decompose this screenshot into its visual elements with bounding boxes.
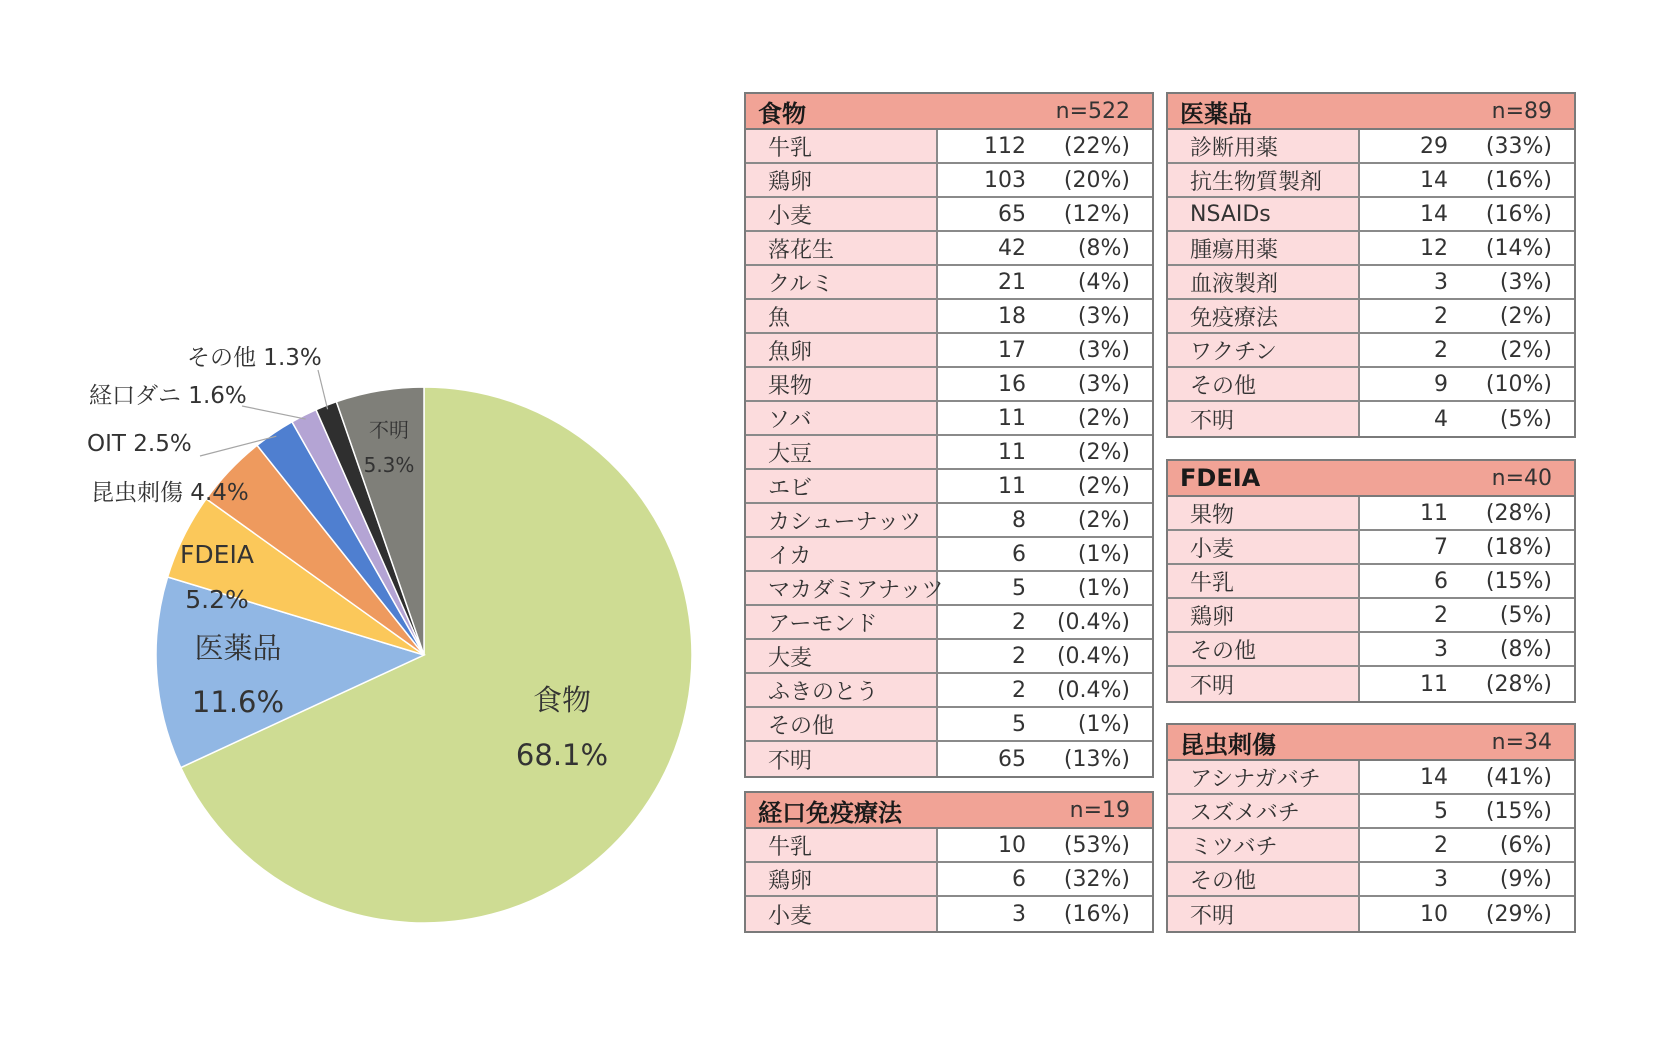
row-label: 診断用薬 bbox=[1168, 130, 1360, 162]
table-row bbox=[1168, 897, 1574, 931]
row-label: 牛乳 bbox=[1168, 565, 1360, 597]
row-label: 牛乳 bbox=[746, 130, 938, 162]
row-label: NSAIDs bbox=[1168, 198, 1360, 230]
row-label: ワクチン bbox=[1168, 334, 1360, 366]
table-row bbox=[1168, 863, 1574, 897]
table-food bbox=[744, 92, 1154, 778]
row-count: 2 bbox=[1434, 337, 1448, 363]
row-value bbox=[938, 708, 1152, 740]
row-percent: (3%) bbox=[1077, 371, 1130, 397]
row-percent: (0.4%) bbox=[1056, 609, 1130, 635]
table-row bbox=[1168, 667, 1574, 701]
row-count: 7 bbox=[1434, 534, 1448, 560]
row-label: 不明 bbox=[1168, 667, 1360, 701]
row-label: ふきのとう bbox=[746, 674, 938, 706]
table-fdeia-title: FDEIA bbox=[1180, 464, 1261, 492]
table-oral-immunotherapy-n: n=19 bbox=[1069, 797, 1130, 823]
pie-data-label: 5.3% bbox=[363, 453, 415, 477]
row-count: 29 bbox=[1420, 133, 1448, 159]
table-drugs-n: n=89 bbox=[1491, 98, 1552, 124]
row-value bbox=[1360, 863, 1574, 895]
row-label: その他 bbox=[1168, 368, 1360, 400]
table-insect-sting-header bbox=[1168, 725, 1574, 761]
pie-leader-line bbox=[318, 370, 328, 409]
row-value bbox=[1360, 198, 1574, 230]
row-percent: (1%) bbox=[1077, 541, 1130, 567]
row-label: マカダミアナッツ bbox=[746, 572, 938, 604]
row-count: 16 bbox=[998, 371, 1026, 397]
row-value bbox=[1360, 497, 1574, 529]
row-count: 9 bbox=[1434, 371, 1448, 397]
row-label: アーモンド bbox=[746, 606, 938, 638]
row-value bbox=[938, 897, 1152, 931]
row-value bbox=[938, 504, 1152, 536]
row-percent: (2%) bbox=[1077, 439, 1130, 465]
row-value bbox=[938, 470, 1152, 502]
row-percent: (9%) bbox=[1499, 866, 1552, 892]
row-value bbox=[1360, 164, 1574, 196]
row-label: 果物 bbox=[1168, 497, 1360, 529]
table-row bbox=[1168, 300, 1574, 334]
row-percent: (13%) bbox=[1063, 746, 1130, 772]
row-count: 5 bbox=[1434, 798, 1448, 824]
row-label: その他 bbox=[746, 708, 938, 740]
table-row bbox=[746, 470, 1152, 504]
row-label: 免疫療法 bbox=[1168, 300, 1360, 332]
table-row bbox=[746, 436, 1152, 470]
row-label: 魚 bbox=[746, 300, 938, 332]
row-value bbox=[938, 538, 1152, 570]
row-value bbox=[938, 164, 1152, 196]
row-count: 10 bbox=[1420, 901, 1448, 927]
row-percent: (2%) bbox=[1077, 473, 1130, 499]
row-percent: (16%) bbox=[1485, 167, 1552, 193]
row-value bbox=[1360, 565, 1574, 597]
row-value bbox=[1360, 266, 1574, 298]
row-count: 3 bbox=[1434, 636, 1448, 662]
row-count: 12 bbox=[1420, 235, 1448, 261]
row-percent: (15%) bbox=[1485, 798, 1552, 824]
table-row bbox=[746, 742, 1152, 776]
row-value bbox=[938, 334, 1152, 366]
row-count: 3 bbox=[1012, 901, 1026, 927]
row-percent: (28%) bbox=[1485, 671, 1552, 697]
table-fdeia bbox=[1166, 459, 1576, 703]
table-row bbox=[1168, 164, 1574, 198]
row-label: ソバ bbox=[746, 402, 938, 434]
row-value bbox=[938, 232, 1152, 264]
row-percent: (8%) bbox=[1077, 235, 1130, 261]
row-value bbox=[938, 368, 1152, 400]
row-percent: (22%) bbox=[1063, 133, 1130, 159]
row-percent: (2%) bbox=[1499, 303, 1552, 329]
table-row bbox=[746, 300, 1152, 334]
table-row bbox=[746, 198, 1152, 232]
row-label: イカ bbox=[746, 538, 938, 570]
table-insect-sting-n: n=34 bbox=[1491, 729, 1552, 755]
row-percent: (3%) bbox=[1077, 303, 1130, 329]
table-row bbox=[746, 402, 1152, 436]
row-value bbox=[1360, 334, 1574, 366]
row-count: 11 bbox=[998, 405, 1026, 431]
row-value bbox=[1360, 130, 1574, 162]
table-row bbox=[1168, 130, 1574, 164]
row-percent: (41%) bbox=[1485, 764, 1552, 790]
table-row bbox=[746, 130, 1152, 164]
row-value bbox=[938, 640, 1152, 672]
table-row bbox=[746, 266, 1152, 300]
row-label: 抗生物質製剤 bbox=[1168, 164, 1360, 196]
row-label: 魚卵 bbox=[746, 334, 938, 366]
pie-data-label: 医薬品 bbox=[194, 631, 282, 665]
table-row bbox=[1168, 599, 1574, 633]
table-row bbox=[1168, 402, 1574, 436]
table-row bbox=[1168, 334, 1574, 368]
row-percent: (4%) bbox=[1077, 269, 1130, 295]
row-value bbox=[1360, 402, 1574, 436]
row-value bbox=[938, 606, 1152, 638]
row-percent: (2%) bbox=[1077, 507, 1130, 533]
row-label: カシューナッツ bbox=[746, 504, 938, 536]
row-label: 小麦 bbox=[746, 198, 938, 230]
row-count: 6 bbox=[1434, 568, 1448, 594]
row-label: 不明 bbox=[1168, 897, 1360, 931]
row-label: 小麦 bbox=[746, 897, 938, 931]
row-count: 6 bbox=[1012, 541, 1026, 567]
row-value bbox=[938, 742, 1152, 776]
row-label: 小麦 bbox=[1168, 531, 1360, 563]
table-row bbox=[1168, 497, 1574, 531]
row-label: 大豆 bbox=[746, 436, 938, 468]
pie-data-label: 経口ダニ 1.6% bbox=[89, 383, 247, 409]
table-row bbox=[746, 232, 1152, 266]
row-label: 鶏卵 bbox=[746, 863, 938, 895]
row-value bbox=[1360, 300, 1574, 332]
row-label: 落花生 bbox=[746, 232, 938, 264]
row-label: クルミ bbox=[746, 266, 938, 298]
row-percent: (16%) bbox=[1485, 201, 1552, 227]
table-insect-sting-title: 昆虫刺傷 bbox=[1180, 730, 1276, 759]
table-food-n: n=522 bbox=[1055, 98, 1130, 124]
pie-data-label: FDEIA bbox=[180, 540, 254, 569]
row-value bbox=[938, 436, 1152, 468]
row-label: 牛乳 bbox=[746, 829, 938, 861]
row-count: 6 bbox=[1012, 866, 1026, 892]
row-percent: (6%) bbox=[1499, 832, 1552, 858]
pie-data-label: 昆虫刺傷 4.4% bbox=[91, 480, 249, 506]
row-value bbox=[1360, 368, 1574, 400]
table-row bbox=[1168, 368, 1574, 402]
pie-chart bbox=[0, 0, 700, 1040]
row-count: 14 bbox=[1420, 201, 1448, 227]
table-row bbox=[1168, 633, 1574, 667]
table-row bbox=[746, 674, 1152, 708]
table-oral-immunotherapy-header bbox=[746, 793, 1152, 829]
table-row bbox=[1168, 761, 1574, 795]
row-percent: (20%) bbox=[1063, 167, 1130, 193]
table-row bbox=[746, 863, 1152, 897]
row-count: 103 bbox=[984, 167, 1026, 193]
row-value bbox=[1360, 761, 1574, 793]
row-count: 18 bbox=[998, 303, 1026, 329]
row-percent: (5%) bbox=[1499, 406, 1552, 432]
table-row bbox=[1168, 198, 1574, 232]
row-count: 11 bbox=[1420, 500, 1448, 526]
row-percent: (1%) bbox=[1077, 711, 1130, 737]
row-count: 14 bbox=[1420, 764, 1448, 790]
table-drugs bbox=[1166, 92, 1576, 438]
row-percent: (33%) bbox=[1485, 133, 1552, 159]
table-drugs-header bbox=[1168, 94, 1574, 130]
row-label: 血液製剤 bbox=[1168, 266, 1360, 298]
table-row bbox=[746, 606, 1152, 640]
row-value bbox=[938, 829, 1152, 861]
row-count: 10 bbox=[998, 832, 1026, 858]
pie-data-label: 5.2% bbox=[185, 585, 249, 614]
row-value bbox=[938, 402, 1152, 434]
pie-data-label: 食物 bbox=[532, 683, 592, 717]
row-percent: (29%) bbox=[1485, 901, 1552, 927]
row-count: 112 bbox=[984, 133, 1026, 159]
row-value bbox=[1360, 897, 1574, 931]
row-percent: (12%) bbox=[1063, 201, 1130, 227]
row-value bbox=[938, 130, 1152, 162]
table-fdeia-header bbox=[1168, 461, 1574, 497]
row-count: 17 bbox=[998, 337, 1026, 363]
row-percent: (3%) bbox=[1077, 337, 1130, 363]
row-percent: (0.4%) bbox=[1056, 677, 1130, 703]
row-percent: (3%) bbox=[1499, 269, 1552, 295]
row-value bbox=[1360, 633, 1574, 665]
row-percent: (2%) bbox=[1077, 405, 1130, 431]
row-value bbox=[1360, 232, 1574, 264]
row-value bbox=[1360, 667, 1574, 701]
row-label: エビ bbox=[746, 470, 938, 502]
row-count: 2 bbox=[1012, 677, 1026, 703]
row-percent: (16%) bbox=[1063, 901, 1130, 927]
row-value bbox=[1360, 531, 1574, 563]
row-label: 果物 bbox=[746, 368, 938, 400]
table-insect-sting bbox=[1166, 723, 1576, 933]
table-row bbox=[746, 538, 1152, 572]
row-percent: (0.4%) bbox=[1056, 643, 1130, 669]
row-value bbox=[938, 674, 1152, 706]
row-percent: (10%) bbox=[1485, 371, 1552, 397]
pie-data-label: 68.1% bbox=[515, 738, 609, 772]
row-label: アシナガバチ bbox=[1168, 761, 1360, 793]
row-label: スズメバチ bbox=[1168, 795, 1360, 827]
row-label: 不明 bbox=[1168, 402, 1360, 436]
row-value bbox=[938, 300, 1152, 332]
row-count: 65 bbox=[998, 746, 1026, 772]
pie-data-label: 11.6% bbox=[191, 685, 285, 719]
pie-data-label: 不明 bbox=[369, 418, 409, 442]
row-percent: (28%) bbox=[1485, 500, 1552, 526]
row-label: その他 bbox=[1168, 863, 1360, 895]
row-count: 11 bbox=[1420, 671, 1448, 697]
row-count: 2 bbox=[1434, 602, 1448, 628]
table-row bbox=[746, 334, 1152, 368]
row-count: 2 bbox=[1012, 643, 1026, 669]
row-label: 大麦 bbox=[746, 640, 938, 672]
row-label: その他 bbox=[1168, 633, 1360, 665]
row-percent: (2%) bbox=[1499, 337, 1552, 363]
table-food-title: 食物 bbox=[758, 99, 806, 128]
row-count: 11 bbox=[998, 473, 1026, 499]
row-percent: (15%) bbox=[1485, 568, 1552, 594]
row-value bbox=[1360, 795, 1574, 827]
row-label: 腫瘍用薬 bbox=[1168, 232, 1360, 264]
row-percent: (5%) bbox=[1499, 602, 1552, 628]
pie-leader-line bbox=[242, 406, 306, 419]
row-count: 2 bbox=[1012, 609, 1026, 635]
row-count: 4 bbox=[1434, 406, 1448, 432]
table-fdeia-n: n=40 bbox=[1491, 465, 1552, 491]
row-value bbox=[938, 198, 1152, 230]
table-row bbox=[746, 640, 1152, 674]
row-count: 11 bbox=[998, 439, 1026, 465]
row-count: 5 bbox=[1012, 575, 1026, 601]
row-count: 2 bbox=[1434, 303, 1448, 329]
table-row bbox=[746, 504, 1152, 538]
row-percent: (1%) bbox=[1077, 575, 1130, 601]
table-row bbox=[1168, 531, 1574, 565]
table-row bbox=[746, 897, 1152, 931]
table-oral-immunotherapy bbox=[744, 791, 1154, 933]
table-food-header bbox=[746, 94, 1152, 130]
row-percent: (18%) bbox=[1485, 534, 1552, 560]
table-row bbox=[746, 708, 1152, 742]
row-count: 5 bbox=[1012, 711, 1026, 737]
row-label: 不明 bbox=[746, 742, 938, 776]
row-count: 8 bbox=[1012, 507, 1026, 533]
row-percent: (32%) bbox=[1063, 866, 1130, 892]
row-count: 3 bbox=[1434, 269, 1448, 295]
table-row bbox=[1168, 795, 1574, 829]
table-row bbox=[1168, 266, 1574, 300]
row-label: 鶏卵 bbox=[746, 164, 938, 196]
table-row bbox=[746, 829, 1152, 863]
row-value bbox=[938, 572, 1152, 604]
row-percent: (53%) bbox=[1063, 832, 1130, 858]
table-row bbox=[746, 164, 1152, 198]
row-value bbox=[938, 863, 1152, 895]
row-count: 3 bbox=[1434, 866, 1448, 892]
row-percent: (8%) bbox=[1499, 636, 1552, 662]
pie-data-label: その他 1.3% bbox=[187, 345, 322, 371]
row-value bbox=[938, 266, 1152, 298]
row-value bbox=[1360, 599, 1574, 631]
row-label: 鶏卵 bbox=[1168, 599, 1360, 631]
row-count: 21 bbox=[998, 269, 1026, 295]
table-row bbox=[746, 368, 1152, 402]
table-row bbox=[1168, 232, 1574, 266]
row-count: 65 bbox=[998, 201, 1026, 227]
table-oral-immunotherapy-title: 経口免疫療法 bbox=[758, 798, 902, 827]
row-percent: (14%) bbox=[1485, 235, 1552, 261]
row-count: 42 bbox=[998, 235, 1026, 261]
row-value bbox=[1360, 829, 1574, 861]
table-drugs-title: 医薬品 bbox=[1180, 99, 1252, 128]
row-count: 14 bbox=[1420, 167, 1448, 193]
table-row bbox=[1168, 829, 1574, 863]
row-count: 2 bbox=[1434, 832, 1448, 858]
row-label: ミツバチ bbox=[1168, 829, 1360, 861]
table-row bbox=[746, 572, 1152, 606]
table-row bbox=[1168, 565, 1574, 599]
pie-data-label: OIT 2.5% bbox=[87, 431, 192, 457]
